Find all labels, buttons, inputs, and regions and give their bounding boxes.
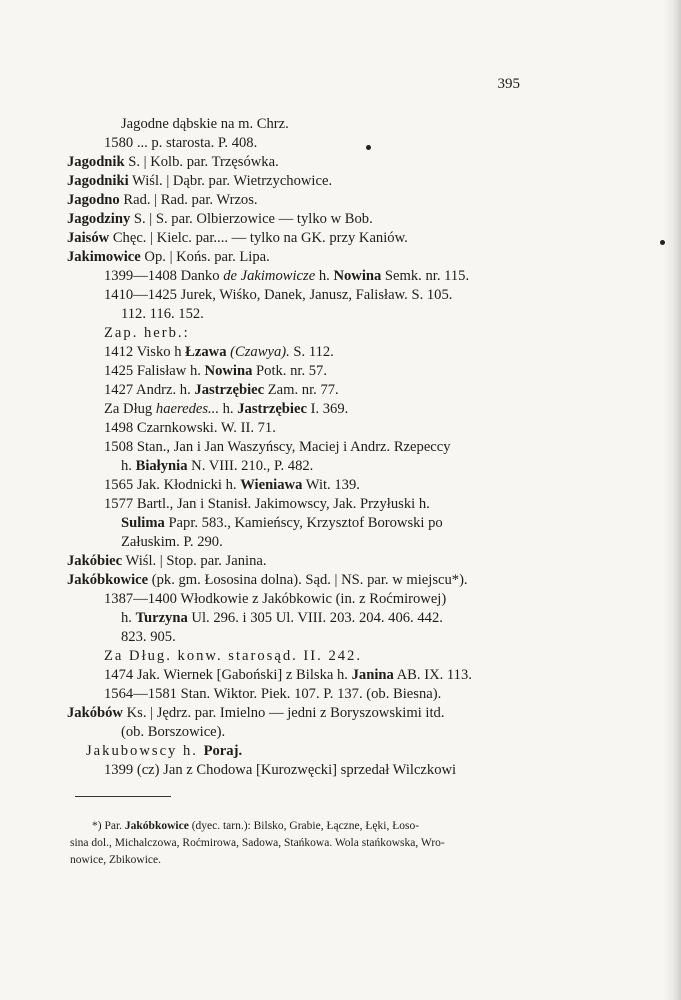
entry-headword: Jakimowice (67, 249, 141, 265)
footnote-line: sina dol., Michalczowa, Roćmirowa, Sadowa, Stańkowa. Wola stańkowska, Wro- (70, 837, 445, 849)
entry-line: Jagodziny S. | S. par. Olbierzowice — tylko w Bob. (67, 211, 373, 227)
entry-line: 1498 Czarnkowski. W. II. 71. (104, 420, 276, 436)
entry-line: Zap. herb.: (104, 325, 190, 341)
entry-line: Jaisów Chęc. | Kielc. par.... — tylko na GK. przy Kaniów. (67, 230, 408, 246)
entry-line: 1580 ... p. starosta. P. 408. (104, 135, 258, 151)
entry-line: 1565 Jak. Kłodnicki h. Wieniawa Wit. 139. (104, 477, 360, 493)
footnote-line: *) Par. Jakóbkowice (dyec. tarn.): Bilsko, Grabie, Łączne, Łęki, Łoso- (92, 820, 420, 832)
entry-line: Jagodno Rad. | Rad. par. Wrzos. (67, 192, 258, 208)
entry-line: Jakóbkowice (pk. gm. Łososina dolna). Sąd. | NS. par. w miejscu*). (67, 572, 468, 588)
entry-line: Sulima Papr. 583., Kamieńscy, Krzysztof Borowski po (121, 515, 443, 531)
entry-line: h. Białynia N. VIII. 210., P. 482. (121, 458, 314, 474)
entry-line: Jakóbów Ks. | Jędrz. par. Imielno — jedni z Boryszowskimi itd. (67, 705, 445, 721)
entry-line: 1412 Visko h Łzawa (Czawya). S. 112. (104, 344, 334, 360)
entry-headword: Jakóbiec (67, 553, 123, 569)
entry-line: 823. 905. (121, 629, 176, 645)
entry-line: 1410—1425 Jurek, Wiśko, Danek, Janusz, Falisław. S. 105. (104, 287, 453, 303)
entry-line: 1427 Andrz. h. Jastrzębiec Zam. nr. 77. (104, 382, 339, 398)
page-number: 395 (497, 76, 520, 92)
entry-headword: Jagodziny (67, 211, 131, 227)
entry-headword: Jagodniki (67, 173, 129, 189)
entry-line: 1564—1581 Stan. Wiktor. Piek. 107. P. 137. (ob. Biesna). (104, 686, 442, 702)
entry-line: h. Turzyna Ul. 296. i 305 Ul. VIII. 203. 204. 406. 442. (121, 610, 443, 626)
entry-headword: Jakóbów (67, 705, 123, 721)
entry-headword: Jagodno (67, 192, 120, 208)
entry-line: Za Dług. konw. starosąd. II. 242. (104, 648, 362, 664)
footnote-rule (75, 796, 171, 797)
entry-line: 1399—1408 Danko de Jakimowicze h. Nowina Semk. nr. 115. (104, 268, 470, 284)
entry-line: 1387—1400 Włodkowie z Jakóbkowic (in. z Roćmirowej) (104, 591, 447, 607)
entry-line: (ob. Borszowice). (121, 724, 226, 740)
ink-speck (366, 145, 371, 150)
footnote-line: nowice, Zbikowice. (70, 854, 162, 866)
entry-line: 1399 (cz) Jan z Chodowa [Kurozwęcki] sprzedał Wilczkowi (104, 762, 457, 778)
entry-line: Jagodniki Wiśl. | Dąbr. par. Wietrzychowice. (67, 173, 333, 189)
entry-line: Załuskim. P. 290. (121, 534, 223, 550)
entry-line: Jagodne dąbskie na m. Chrz. (121, 116, 289, 132)
entry-line: Jakóbiec Wiśl. | Stop. par. Janina. (67, 553, 267, 569)
entry-line: Za Dług haeredes... h. Jastrzębiec I. 369. (104, 401, 349, 417)
scan-edge-shadow (663, 0, 681, 1000)
entry-headword: Jakóbkowice (67, 572, 149, 588)
entry-headword: Jagodnik (67, 154, 125, 170)
entry-line: 1474 Jak. Wiernek [Gaboński] z Bilska h. Janina AB. IX. 113. (104, 667, 472, 683)
entry-line: Jakimowice Op. | Końs. par. Lipa. (67, 249, 270, 265)
entry-line: Jakubowscy h. Poraj. (86, 743, 243, 759)
entry-line: 1508 Stan., Jan i Jan Waszyńscy, Maciej i Andrz. Rzepeccy (104, 439, 451, 455)
entry-line: 1577 Bartl., Jan i Stanisł. Jakimowscy, Jak. Przyłuski h. (104, 496, 430, 512)
entry-line: 1425 Falisław h. Nowina Potk. nr. 57. (104, 363, 327, 379)
entry-line: Jagodnik S. | Kolb. par. Trzęsówka. (67, 154, 279, 170)
entry-line: 112. 116. 152. (121, 306, 204, 322)
entry-headword: Jaisów (67, 230, 110, 246)
